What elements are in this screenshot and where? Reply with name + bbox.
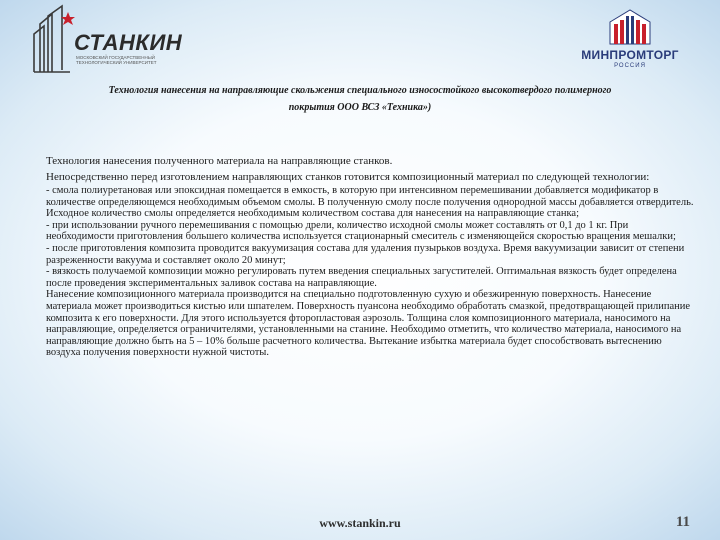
slide-title-line-1: Технология нанесения на направляющие скольжения специального износостойкого высокотвердого полимерного (108, 85, 612, 96)
body-text (46, 154, 694, 359)
logo-brand-name: СТАНКИН (74, 30, 183, 55)
stankin-logo (22, 4, 182, 76)
minpromtorg-logo (560, 8, 700, 74)
paragraph-application: Нанесение композиционного материала производится на специально подготовленную сухую и обезжиренную поверхность. Нанесение материала может производиться кистью или шпателем. Поверхность пуансона необходимо обработать смазкой, предотвращающей прилипание композита к его поверхности. Для этого используется фторопластовая аэрозоль. Толщина слоя композиционного материала, наносимого на направляющие, определяется ограничителями, установленными на станине. Необходимо отметить, что количество материала, наносимого на направляющие должно быть на 5 – 10% больше расчетного количества. Вытекание избытка материала будет способствовать вытеснению воздуха получения поверхности нужной чистоты. (46, 289, 691, 359)
slide-title-line-2: покрытия ООО ВСЗ «Техника») (288, 102, 432, 113)
paragraph-viscosity: - вязкость получаемой композиции можно регулировать путем введения специальных загустителей. Оптимальная вязкость будет определена после проведения экспериментальных заливок состава на направляющие. (46, 266, 677, 289)
minpromtorg-country: РОССИЯ (614, 63, 646, 69)
paragraph-preparation: Непосредственно перед изготовлением направляющих станков готовится композиционный материал по следующей технологии: (46, 170, 650, 183)
paragraph-vacuum: - после приготовления композита проводится вакуумизация состава для удаления пузырьков воздуха. Время вакуумизации зависит от степени разреженности вакуума и составляет около 20 минут; (46, 242, 685, 266)
paragraph-mixing: - при использовании ручного перемешивания с помощью дрели, количество исходной смолы может составлять от 0,1 до 1 кг. При необходимости приготовления большего количества используется стационарный смеситель с изменяющейся скоростью вращения мешалки; (46, 219, 676, 243)
slide-title (60, 82, 660, 116)
logo-tagline: МОСКОВСКИЙ ГОСУДАРСТВЕННЫЙ ТЕХНОЛОГИЧЕСКИЙ УНИВЕРСИТЕТ (76, 55, 157, 65)
footer-url: www.stankin.ru (319, 516, 401, 530)
stankin-emblem-icon (30, 4, 80, 74)
minpromtorg-name: МИНПРОМТОРГ (581, 48, 679, 62)
minpromtorg-flag-icon (608, 8, 652, 46)
paragraph-resin: - смола полиуретановая или эпоксидная помещается в емкость, в которую при интенсивном перемешивании добавляется модификатор в количестве определяющемся необходимым объемом смолы. В полученную смолу после получения однородной массы добавляется отвердитель. Исходное количество смолы определяется необходимым количеством состава для нанесения на направляющие станка; (46, 185, 694, 220)
paragraph-intro: Технология нанесения полученного материала на направляющие станков. (46, 155, 393, 167)
page-number: 11 (675, 514, 690, 530)
